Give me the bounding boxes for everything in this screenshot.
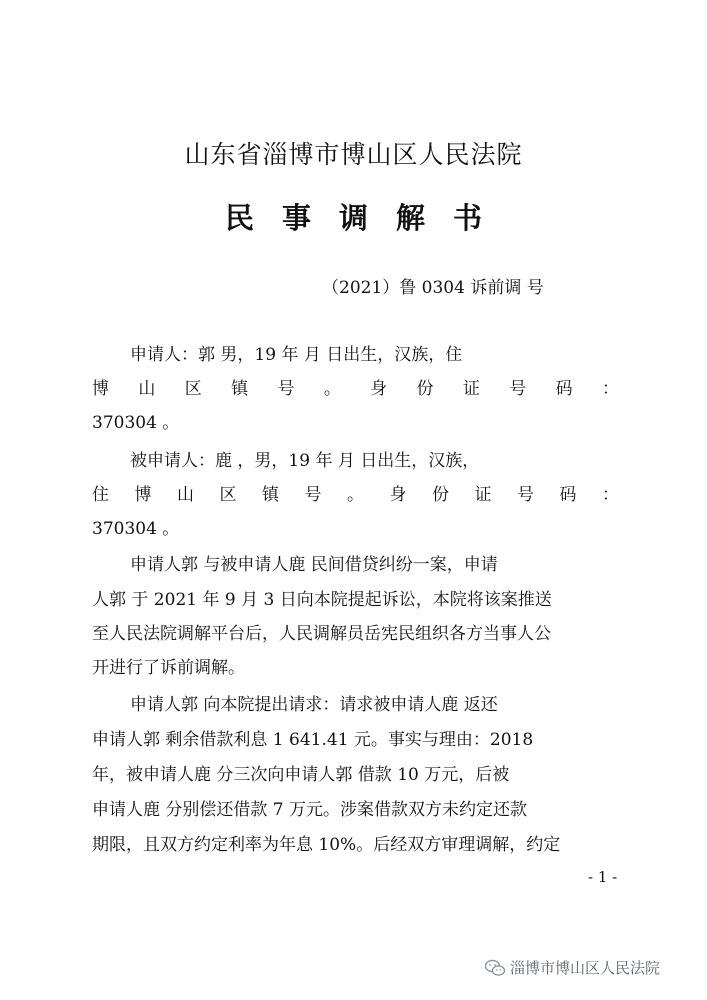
court-name: 山东省淄博市博山区人民法院 [184,140,523,169]
body-line: 人郭 于 2021 年 9 月 3 日向本院提起诉讼，本院将该案推送 [92,590,552,610]
body-line: 至人民法院调解平台后，人民调解员岳宪民组织各方当事人公 [92,624,551,644]
case-number: （2021）鲁 0304 诉前调 号 [322,278,544,298]
body-line: 开进行了诉前调解。 [92,658,245,678]
watermark [484,957,660,978]
body-line: 370304 。 [92,413,180,433]
wechat-icon [484,959,506,977]
body-line: 申请人郭 剩余借款利息 1 641.41 元。事实与理由：2018 [92,730,534,750]
body-line: 被申请人：鹿 ，男，19 年 月 日出生，汉族， [130,451,480,471]
body-line: 申请人：郭 男，19 年 月 日出生，汉族，住 [130,345,463,365]
body-line: 370304 。 [92,519,180,539]
body-line: 申请人郭 与被申请人鹿 民间借贷纠纷一案，申请 [130,555,498,575]
body-line: 期限，且双方约定利率为年息 10%。后经双方审理调解，约定 [92,835,561,855]
document-title: 民事调解书 [224,201,510,235]
body-line: 年，被申请人鹿 分三次向申请人郭 借款 10 万元，后被 [92,765,510,785]
body-line: 住 博 山 区 镇 号 。 身 份 证 号 码 ： [92,485,619,505]
body-line: 博 山 区 镇 号 。 身 份 证 号 码 ： [92,379,619,399]
body-line: 申请人郭 向本院提出请求：请求被申请人鹿 返还 [130,695,498,715]
watermark-text: 淄博市博山区人民法院 [510,959,661,977]
body-line: 申请人鹿 分别偿还借款 7 万元。涉案借款双方未约定还款 [92,800,528,820]
page-number: - 1 - [588,868,618,886]
